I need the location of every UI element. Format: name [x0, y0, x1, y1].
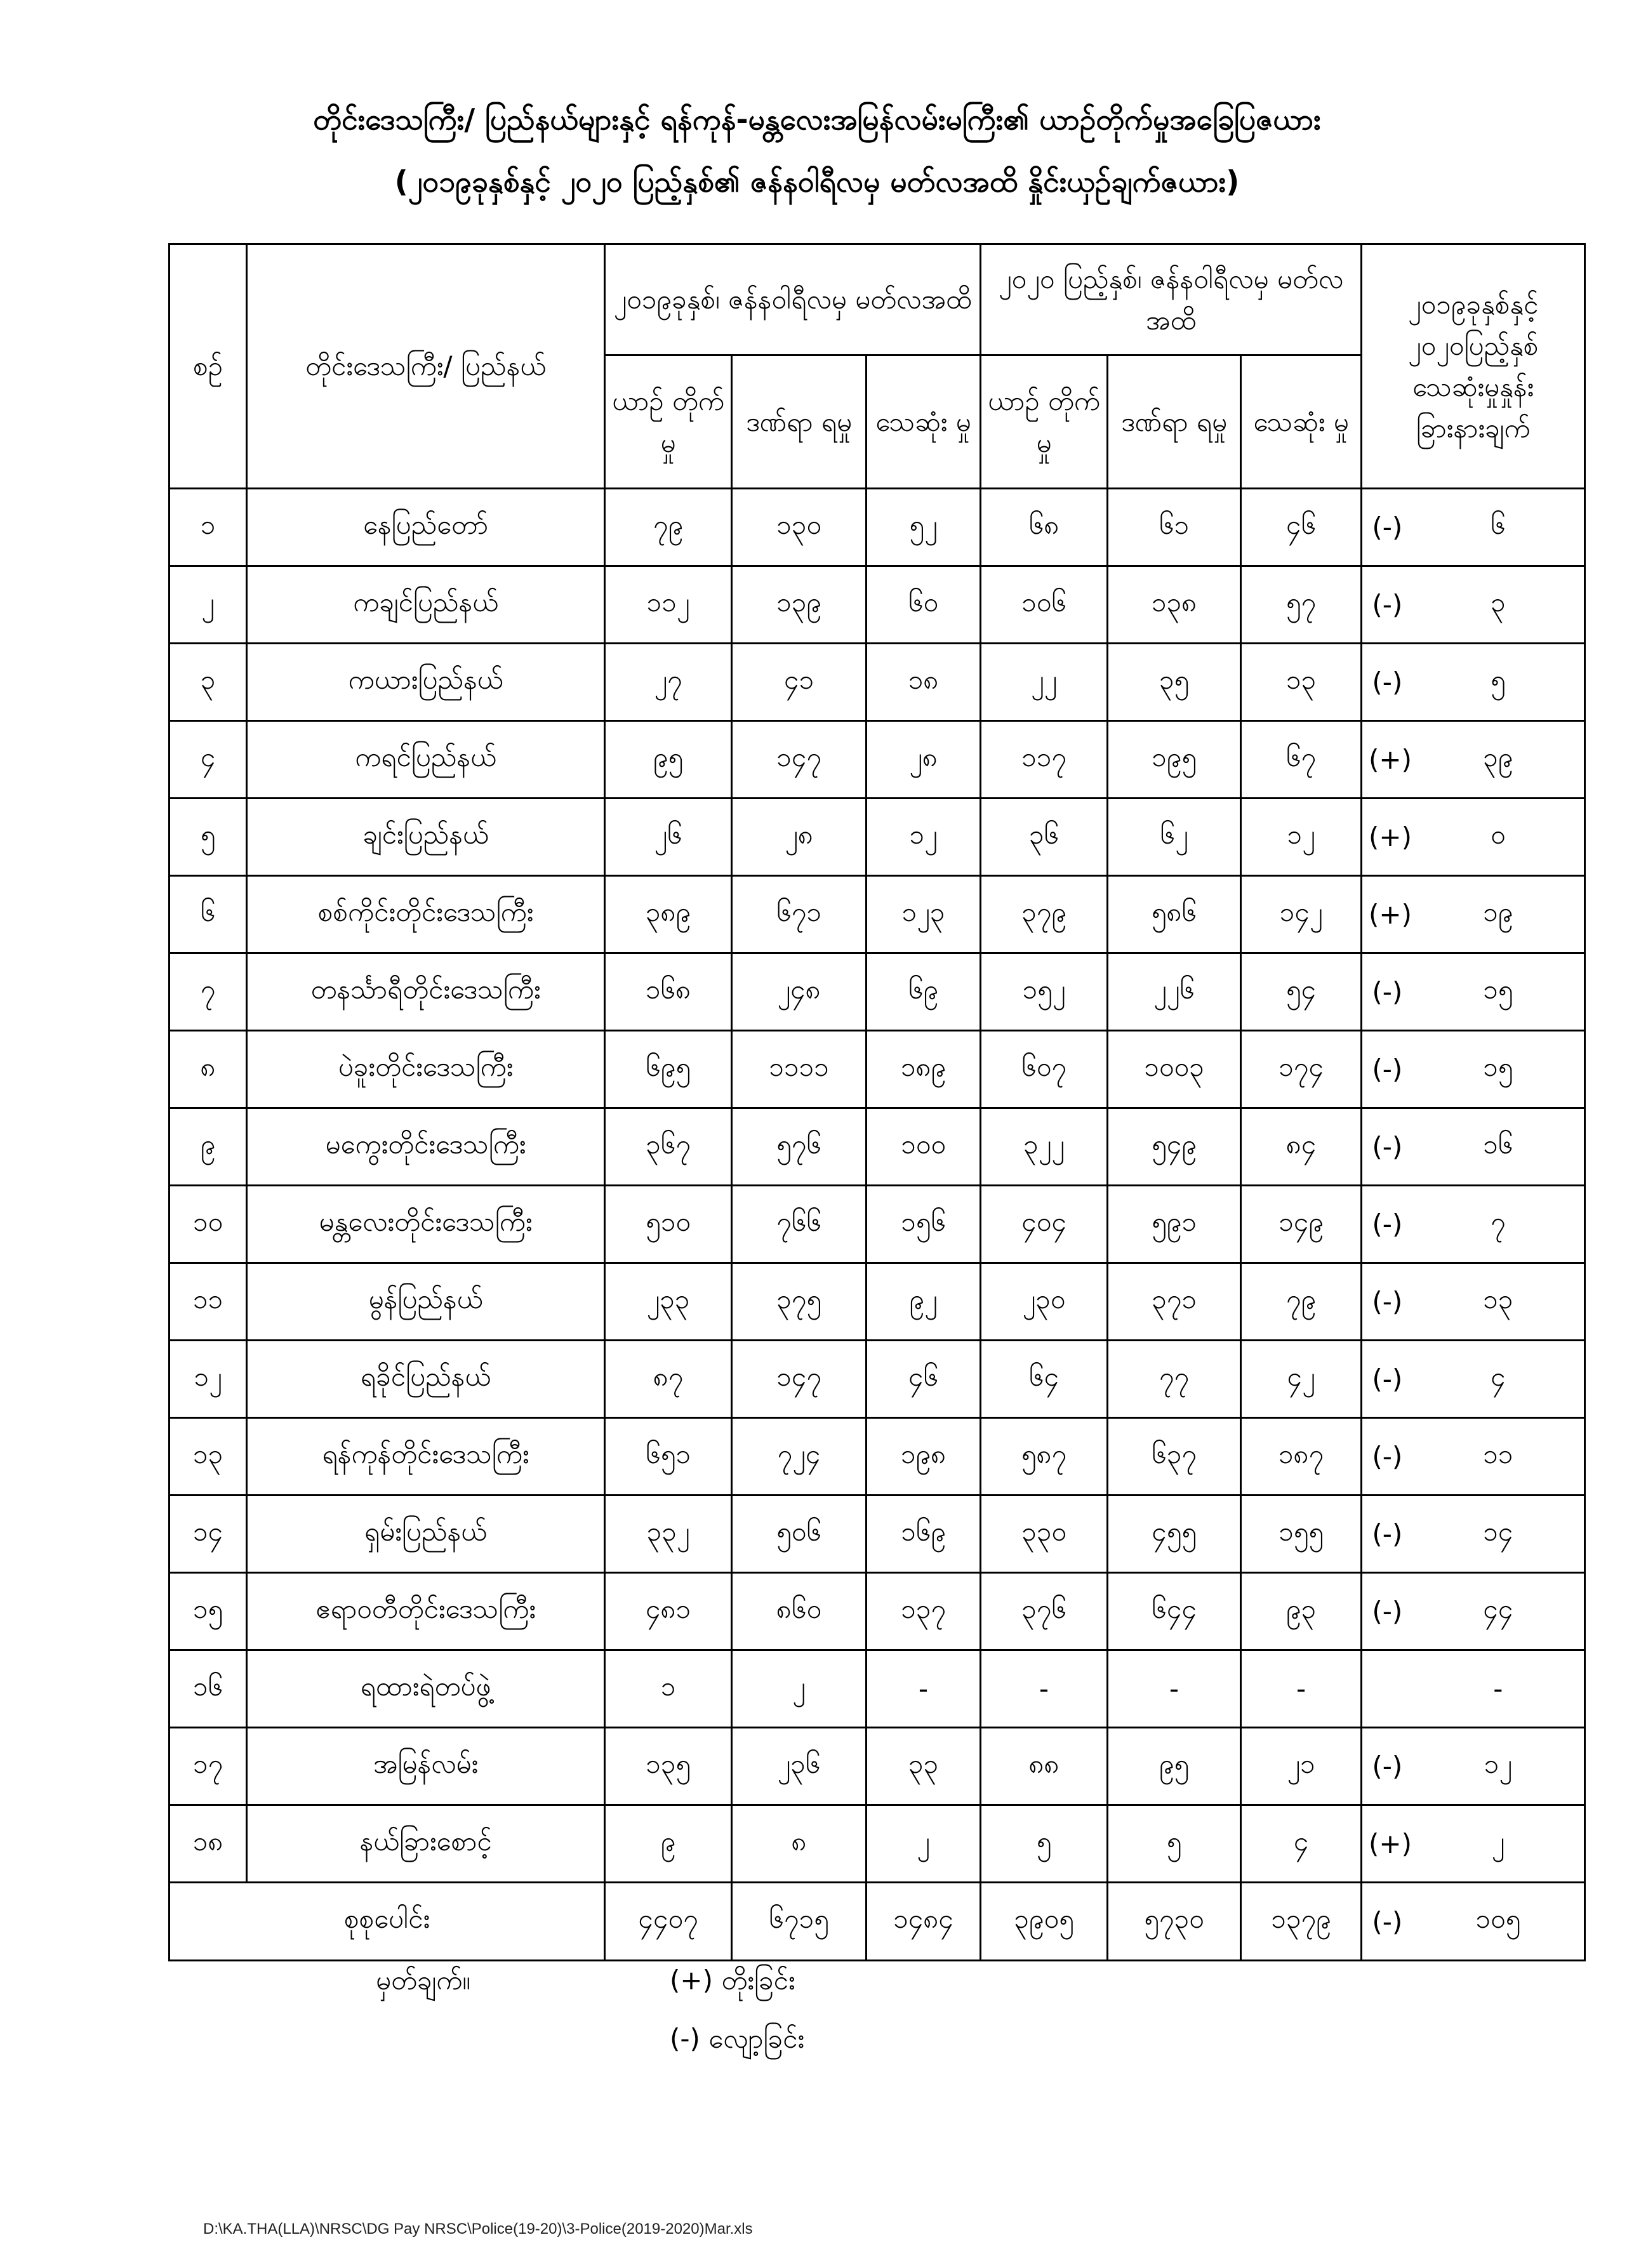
row-change-sign: (-) [1362, 1186, 1412, 1263]
note-decrease: (-) လျော့ခြင်း [670, 2023, 805, 2054]
row-deaths-2020: ၁၄၉ [1241, 1186, 1362, 1263]
table-row [169, 876, 1585, 953]
row-accidents-2019: ၁ [605, 1650, 732, 1728]
row-serial: ၈ [169, 1031, 247, 1108]
row-deaths-2019: - [867, 1650, 981, 1728]
total-accidents-2020: ၃၉၀၅ [981, 1883, 1108, 1961]
row-deaths-2020: ၅၄ [1241, 953, 1362, 1031]
row-death-difference: ၄ [1412, 1341, 1585, 1418]
row-deaths-2020: ၁၄၂ [1241, 876, 1362, 953]
table-row [169, 721, 1585, 799]
total-label: စုစုပေါင်း [169, 1883, 605, 1961]
table-row [169, 489, 1585, 566]
row-death-difference: ၃ [1412, 566, 1585, 644]
row-region: ကချင်ပြည်နယ် [247, 566, 605, 644]
row-change-sign: (-) [1362, 953, 1412, 1031]
row-accidents-2019: ၆၉၅ [605, 1031, 732, 1108]
row-injured-2020: ၃၇၁ [1108, 1263, 1241, 1341]
row-deaths-2020: ၁၅၅ [1241, 1495, 1362, 1573]
row-deaths-2019: ၁၈ [867, 644, 981, 721]
row-injured-2019: ၈ [732, 1805, 867, 1883]
row-change-sign: (-) [1362, 566, 1412, 644]
row-change-sign: (-) [1362, 1495, 1412, 1573]
total-deaths-2019: ၁၄၈၄ [867, 1883, 981, 1961]
row-accidents-2020: ၂၂ [981, 644, 1108, 721]
total-injured-2019: ၆၇၁၅ [732, 1883, 867, 1961]
row-deaths-2019: ၃၃ [867, 1728, 981, 1805]
row-serial: ၁၄ [169, 1495, 247, 1573]
header-injured-2019: ဒဏ်ရာ ရမှု [732, 355, 867, 489]
table-row [169, 1650, 1585, 1728]
row-serial: ၁၃ [169, 1418, 247, 1495]
row-serial: ၄ [169, 721, 247, 799]
table-row [169, 1495, 1585, 1573]
row-injured-2020: ၅၈၆ [1108, 876, 1241, 953]
row-death-difference: ၁၅ [1412, 1031, 1585, 1108]
row-accidents-2019: ၁၁၂ [605, 566, 732, 644]
table-row [169, 953, 1585, 1031]
row-deaths-2020: ၄ [1241, 1805, 1362, 1883]
row-injured-2019: ၁၃၀ [732, 489, 867, 566]
row-serial: ၇ [169, 953, 247, 1031]
row-region: မွန်ပြည်နယ် [247, 1263, 605, 1341]
row-change-sign: (-) [1362, 1573, 1412, 1650]
document-subtitle: (၂၀၁၉ခုနှစ်နှင့် ၂၀၂၀ ပြည့်နှစ်၏ ဇန်နဝါရီလမှ မတ်လအထိ နှိုင်းယှဉ်ချက်ဇယား) [394, 164, 1240, 199]
row-injured-2020: ၁၉၅ [1108, 721, 1241, 799]
row-deaths-2019: ၁၂၃ [867, 876, 981, 953]
row-injured-2019: ၈၆၀ [732, 1573, 867, 1650]
row-change-sign: (+) [1362, 799, 1412, 876]
row-death-difference: ၁၃ [1412, 1263, 1585, 1341]
row-deaths-2019: ၅၂ [867, 489, 981, 566]
table-row [169, 1341, 1585, 1418]
row-deaths-2020: ၁၇၄ [1241, 1031, 1362, 1108]
row-serial: ၃ [169, 644, 247, 721]
row-death-difference: ၁၄ [1412, 1495, 1585, 1573]
row-accidents-2020: ၆၄ [981, 1341, 1108, 1418]
row-region: နယ်ခြားစောင့် [247, 1805, 605, 1883]
table-row [169, 1031, 1585, 1108]
row-death-difference: ၁၉ [1412, 876, 1585, 953]
table-row [169, 799, 1585, 876]
row-region: ရန်ကုန်တိုင်းဒေသကြီး [247, 1418, 605, 1495]
row-death-difference: ၀ [1412, 799, 1585, 876]
row-deaths-2019: ၁၆၉ [867, 1495, 981, 1573]
row-accidents-2019: ၉၅ [605, 721, 732, 799]
row-injured-2019: ၇၆၆ [732, 1186, 867, 1263]
row-injured-2020: ၅၄၉ [1108, 1108, 1241, 1186]
row-deaths-2020: ၂၁ [1241, 1728, 1362, 1805]
header-row-1 [169, 244, 1585, 355]
row-change-sign: (-) [1362, 489, 1412, 566]
row-injured-2020: ၂၂၆ [1108, 953, 1241, 1031]
row-serial: ၁ [169, 489, 247, 566]
header-serial: စဉ် [169, 244, 247, 489]
row-accidents-2019: ၈၇ [605, 1341, 732, 1418]
header-region: တိုင်းဒေသကြီး/ ပြည်နယ် [247, 244, 605, 489]
row-death-difference: ၅ [1412, 644, 1585, 721]
row-region: ချင်းပြည်နယ် [247, 799, 605, 876]
row-injured-2020: ၆၃၇ [1108, 1418, 1241, 1495]
row-accidents-2020: ၆၀၇ [981, 1031, 1108, 1108]
note-increase: (+) တိုးခြင်း [670, 1965, 795, 1996]
row-injured-2020: ၃၅ [1108, 644, 1241, 721]
row-change-sign: (-) [1362, 1418, 1412, 1495]
row-injured-2019: ၂၄၈ [732, 953, 867, 1031]
table-row [169, 1418, 1585, 1495]
total-injured-2020: ၅၇၃၀ [1108, 1883, 1241, 1961]
row-injured-2019: ၁၄၇ [732, 1341, 867, 1418]
row-deaths-2019: ၁၃၇ [867, 1573, 981, 1650]
table-row [169, 644, 1585, 721]
row-deaths-2019: ၁၉၈ [867, 1418, 981, 1495]
row-serial: ၆ [169, 876, 247, 953]
row-accidents-2019: ၁၃၅ [605, 1728, 732, 1805]
header-period-2019: ၂၀၁၉ခုနှစ်၊ ဇန်နဝါရီလမှ မတ်လအထိ [605, 244, 981, 355]
table-row [169, 1186, 1585, 1263]
row-accidents-2019: ၂၆ [605, 799, 732, 876]
file-path-footer: D:\KA.THA(LLA)\NRSC\DG Pay NRSC\Police(19-20)\3-Police(2019-2020)Mar.xls [203, 2220, 753, 2238]
row-injured-2019: ၂၈ [732, 799, 867, 876]
row-serial: ၁၇ [169, 1728, 247, 1805]
row-region: စစ်ကိုင်းတိုင်းဒေသကြီး [247, 876, 605, 953]
header-comparison: ၂၀၁၉ခုနှစ်နှင့် ၂၀၂၀ပြည့်နှစ် သေဆုံးမှုနှုန်း ခြားနားချက် [1362, 244, 1585, 489]
row-death-difference: ၆ [1412, 489, 1585, 566]
row-injured-2020: ၉၅ [1108, 1728, 1241, 1805]
header-accidents-2019: ယာဉ် တိုက်မှု [605, 355, 732, 489]
row-death-difference: - [1412, 1650, 1585, 1728]
row-injured-2019: ၅၀၆ [732, 1495, 867, 1573]
row-serial: ၂ [169, 566, 247, 644]
row-deaths-2020: ၄၂ [1241, 1341, 1362, 1418]
row-accidents-2020: ၃၆ [981, 799, 1108, 876]
row-serial: ၅ [169, 799, 247, 876]
row-accidents-2020: ၃၇၆ [981, 1573, 1108, 1650]
row-serial: ၁၁ [169, 1263, 247, 1341]
row-region: နေပြည်တော် [247, 489, 605, 566]
total-deaths-2020: ၁၃၇၉ [1241, 1883, 1362, 1961]
total-change-sign: (-) [1362, 1883, 1412, 1961]
row-region: မန္တလေးတိုင်းဒေသကြီး [247, 1186, 605, 1263]
row-accidents-2019: ၃၃၂ [605, 1495, 732, 1573]
document-title: တိုင်းဒေသကြီး/ ပြည်နယ်များနှင့် ရန်ကုန်-မန္တလေးအမြန်လမ်းမကြီး၏ ယာဉ်တိုက်မှုအခြေပြဇယား [313, 102, 1321, 136]
header-deaths-2020: သေဆုံး မှု [1241, 355, 1362, 489]
row-accidents-2019: ၂၇ [605, 644, 732, 721]
row-injured-2019: ၁၄၇ [732, 721, 867, 799]
row-deaths-2020: ၅၇ [1241, 566, 1362, 644]
row-injured-2019: ၁၁၁၁ [732, 1031, 867, 1108]
row-injured-2019: ၅၇၆ [732, 1108, 867, 1186]
row-death-difference: ၃၉ [1412, 721, 1585, 799]
row-change-sign: (-) [1362, 1108, 1412, 1186]
row-accidents-2020: ၅ [981, 1805, 1108, 1883]
row-deaths-2019: ၆၀ [867, 566, 981, 644]
row-deaths-2019: ၄၆ [867, 1341, 981, 1418]
row-region: ဧရာဝတီတိုင်းဒေသကြီး [247, 1573, 605, 1650]
row-deaths-2020: ၈၄ [1241, 1108, 1362, 1186]
row-change-sign: (+) [1362, 1805, 1412, 1883]
row-injured-2020: ၄၅၅ [1108, 1495, 1241, 1573]
row-injured-2019: ၁၃၉ [732, 566, 867, 644]
row-region: ရှမ်းပြည်နယ် [247, 1495, 605, 1573]
header-injured-2020: ဒဏ်ရာ ရမှု [1108, 355, 1241, 489]
row-deaths-2019: ၁၂ [867, 799, 981, 876]
row-injured-2020: ၁၀၀၃ [1108, 1031, 1241, 1108]
row-injured-2019: ၄၁ [732, 644, 867, 721]
row-accidents-2020: ၃၃၀ [981, 1495, 1108, 1573]
total-accidents-2019: ၄၄၀၇ [605, 1883, 732, 1961]
row-accidents-2019: ၅၁၀ [605, 1186, 732, 1263]
total-death-difference: ၁၀၅ [1412, 1883, 1585, 1961]
row-region: ကရင်ပြည်နယ် [247, 721, 605, 799]
row-deaths-2020: ၆၇ [1241, 721, 1362, 799]
row-death-difference: ၇ [1412, 1186, 1585, 1263]
row-injured-2020: ၆၂ [1108, 799, 1241, 876]
row-change-sign: (-) [1362, 1031, 1412, 1108]
row-injured-2019: ၃၇၅ [732, 1263, 867, 1341]
row-accidents-2020: ၄၀၄ [981, 1186, 1108, 1263]
row-serial: ၁၈ [169, 1805, 247, 1883]
row-deaths-2019: ၉၂ [867, 1263, 981, 1341]
row-injured-2020: ၅ [1108, 1805, 1241, 1883]
row-accidents-2020: ၁၀၆ [981, 566, 1108, 644]
row-deaths-2019: ၂၈ [867, 721, 981, 799]
row-accidents-2019: ၃၈၉ [605, 876, 732, 953]
row-injured-2019: ၆၇၁ [732, 876, 867, 953]
row-death-difference: ၁၁ [1412, 1418, 1585, 1495]
header-accidents-2020: ယာဉ် တိုက်မှု [981, 355, 1108, 489]
table-row [169, 1263, 1585, 1341]
table-row [169, 1728, 1585, 1805]
row-injured-2020: - [1108, 1650, 1241, 1728]
table-row [169, 1573, 1585, 1650]
row-change-sign: (-) [1362, 644, 1412, 721]
row-change-sign: (-) [1362, 1341, 1412, 1418]
total-row [169, 1883, 1585, 1961]
row-region: အမြန်လမ်း [247, 1728, 605, 1805]
row-serial: ၁၆ [169, 1650, 247, 1728]
row-accidents-2019: ၆၅၁ [605, 1418, 732, 1495]
row-accidents-2019: ၂၃၃ [605, 1263, 732, 1341]
row-change-sign [1362, 1650, 1412, 1728]
accident-comparison-table [168, 243, 1586, 1961]
row-accidents-2019: ၉ [605, 1805, 732, 1883]
row-accidents-2019: ၇၉ [605, 489, 732, 566]
row-accidents-2020: ၂၃၀ [981, 1263, 1108, 1341]
row-accidents-2020: ၅၈၇ [981, 1418, 1108, 1495]
row-accidents-2019: ၃၆၇ [605, 1108, 732, 1186]
row-death-difference: ၁၅ [1412, 953, 1585, 1031]
row-deaths-2020: ၇၉ [1241, 1263, 1362, 1341]
row-accidents-2020: ၁၅၂ [981, 953, 1108, 1031]
row-injured-2020: ၆၄၄ [1108, 1573, 1241, 1650]
row-accidents-2020: ၈၈ [981, 1728, 1108, 1805]
row-deaths-2020: ၄၆ [1241, 489, 1362, 566]
row-injured-2019: ၇၂၄ [732, 1418, 867, 1495]
row-region: ပဲခူးတိုင်းဒေသကြီး [247, 1031, 605, 1108]
row-death-difference: ၁၆ [1412, 1108, 1585, 1186]
notes-label: မှတ်ချက်။ [376, 1965, 470, 1996]
row-serial: ၁၂ [169, 1341, 247, 1418]
row-death-difference: ၁၂ [1412, 1728, 1585, 1805]
row-deaths-2020: - [1241, 1650, 1362, 1728]
row-accidents-2020: ၁၁၇ [981, 721, 1108, 799]
row-serial: ၉ [169, 1108, 247, 1186]
row-serial: ၁၅ [169, 1573, 247, 1650]
table-row [169, 1108, 1585, 1186]
header-period-2020: ၂၀၂၀ ပြည့်နှစ်၊ ဇန်နဝါရီလမှ မတ်လအထိ [981, 244, 1362, 355]
row-deaths-2019: ၆၉ [867, 953, 981, 1031]
row-deaths-2020: ၁၂ [1241, 799, 1362, 876]
row-deaths-2019: ၁၅၆ [867, 1186, 981, 1263]
row-injured-2020: ၇၇ [1108, 1341, 1241, 1418]
row-deaths-2020: ၁၃ [1241, 644, 1362, 721]
table-row [169, 566, 1585, 644]
row-injured-2020: ၁၃၈ [1108, 566, 1241, 644]
row-death-difference: ၂ [1412, 1805, 1585, 1883]
row-death-difference: ၄၄ [1412, 1573, 1585, 1650]
row-change-sign: (-) [1362, 1728, 1412, 1805]
row-injured-2019: ၂၃၆ [732, 1728, 867, 1805]
row-deaths-2020: ၁၈၇ [1241, 1418, 1362, 1495]
row-deaths-2019: ၂ [867, 1805, 981, 1883]
row-accidents-2019: ၁၆၈ [605, 953, 732, 1031]
row-deaths-2019: ၁၈၉ [867, 1031, 981, 1108]
row-accidents-2020: ၃၇၉ [981, 876, 1108, 953]
row-accidents-2020: - [981, 1650, 1108, 1728]
row-injured-2020: ၆၁ [1108, 489, 1241, 566]
row-region: ကယားပြည်နယ် [247, 644, 605, 721]
row-serial: ၁၀ [169, 1186, 247, 1263]
row-region: ရခိုင်ပြည်နယ် [247, 1341, 605, 1418]
table-row [169, 1805, 1585, 1883]
row-region: ရထားရဲတပ်ဖွဲ့ [247, 1650, 605, 1728]
row-injured-2020: ၅၉၁ [1108, 1186, 1241, 1263]
row-region: တနင်္သာရီတိုင်းဒေသကြီး [247, 953, 605, 1031]
table-body [169, 489, 1585, 1883]
header-deaths-2019: သေဆုံး မှု [867, 355, 981, 489]
row-change-sign: (-) [1362, 1263, 1412, 1341]
row-deaths-2020: ၉၃ [1241, 1573, 1362, 1650]
row-injured-2019: ၂ [732, 1650, 867, 1728]
row-accidents-2020: ၆၈ [981, 489, 1108, 566]
row-deaths-2019: ၁၀၀ [867, 1108, 981, 1186]
row-change-sign: (+) [1362, 721, 1412, 799]
row-region: မကွေးတိုင်းဒေသကြီး [247, 1108, 605, 1186]
row-accidents-2020: ၃၂၂ [981, 1108, 1108, 1186]
row-accidents-2019: ၄၈၁ [605, 1573, 732, 1650]
row-change-sign: (+) [1362, 876, 1412, 953]
